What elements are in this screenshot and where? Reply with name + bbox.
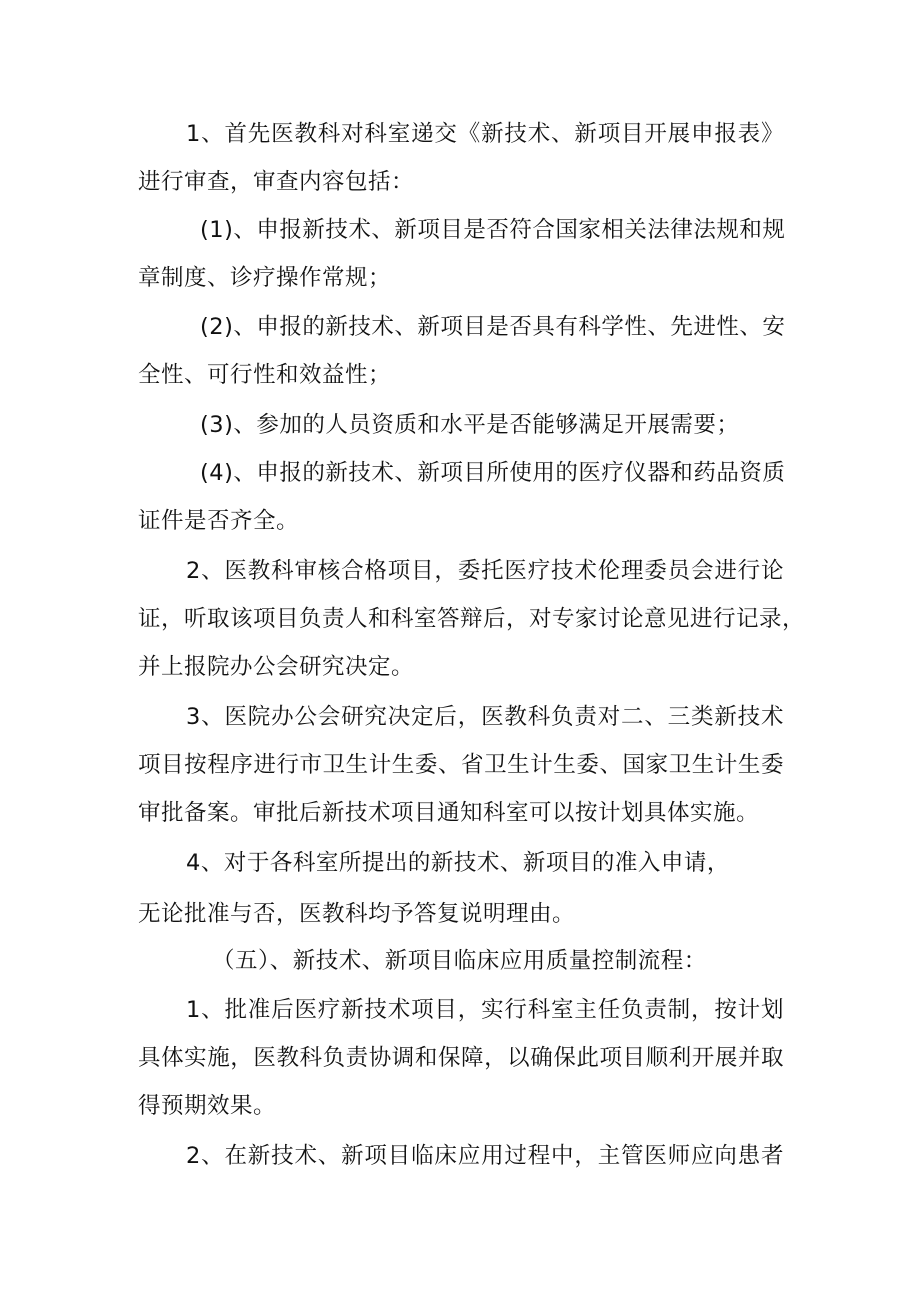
text-line: 1、首先医教科对科室递交《新技术、新项目开展申报表》 (186, 121, 784, 147)
text-line: 证，听取该项目负责人和科室答辩后，对专家讨论意见进行记录， (138, 606, 806, 632)
text-line: 审批备案。审批后新技术项目通知科室可以按计划具体实施。 (138, 800, 760, 826)
text-line: 证件是否齐全。 (138, 508, 300, 534)
text-line: 2、医教科审核合格项目，委托医疗技术伦理委员会进行论 (186, 558, 784, 584)
text-line: 具体实施，医教科负责协调和保障，以确保此项目顺利开展并取 (138, 1045, 784, 1071)
text-line: 并上报院办公会研究决定。 (138, 654, 415, 680)
text-line: 无论批准与否，医教科均予答复说明理由。 (138, 901, 576, 927)
text-line: 章制度、诊疗操作常规； (138, 265, 392, 291)
text-line: 全性、可行性和效益性； (138, 362, 392, 388)
text-line: (4)、申报的新技术、新项目所使用的医疗仪器和药品资质 (200, 460, 786, 486)
text-line: 进行审查，审查内容包括： (138, 169, 415, 195)
text-line: 项目按程序进行市卫生计生委、省卫生计生委、国家卫生计生委 (138, 752, 784, 778)
text-line: 1、批准后医疗新技术项目，实行科室主任负责制，按计划 (186, 997, 784, 1023)
text-line: (3)、参加的人员资质和水平是否能够满足开展需要； (200, 412, 740, 438)
text-line: 2、在新技术、新项目临床应用过程中，主管医师应向患者 (186, 1143, 784, 1169)
section-heading: （五）、新技术、新项目临床应用质量控制流程： (212, 948, 707, 974)
text-line: (1)、申报新技术、新项目是否符合国家相关法律法规和规 (200, 217, 786, 243)
text-line: 3、医院办公会研究决定后，医教科负责对二、三类新技术 (186, 704, 784, 730)
text-line: 4、对于各科室所提出的新技术、新项目的准入申请， (186, 850, 730, 876)
text-line: (2)、申报的新技术、新项目是否具有科学性、先进性、安 (200, 314, 786, 340)
text-line: 得预期效果。 (138, 1093, 277, 1119)
